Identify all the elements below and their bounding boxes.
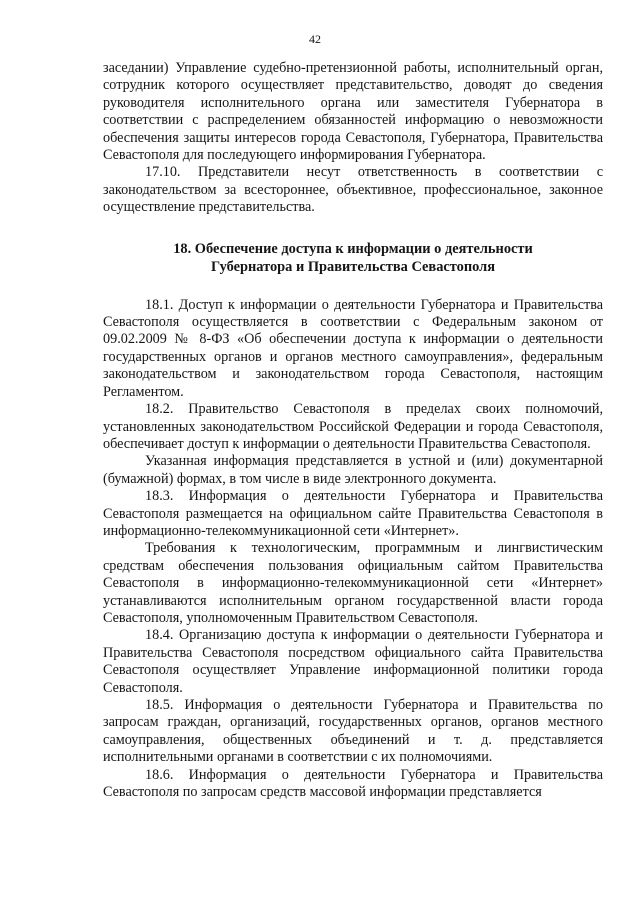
paragraph: заседании) Управление судебно-претензионной работы, исполнительный орган, сотрудник которого осуществляет представительство, доводят до сведения руководителя исполнительного органа или заместителя Губернатора в соответствии с распределением обязанностей информацию о невозможности обеспечения защиты интересов города Севастополя, Губернатора, Правительства Севастополя для последующего информирования Губернатора. [103, 60, 603, 164]
section-heading [103, 240, 603, 276]
paragraph: 18.5. Информация о деятельности Губернатора и Правительства по запросам граждан, организаций, государственных органов, органов местного самоуправления, общественных объединений и т. д. представляется исполнительными органами в соответствии с их полномочиями. [103, 697, 603, 766]
paragraph: 18.4. Организацию доступа к информации о деятельности Губернатора и Правительства Севастополя посредством официального сайта Правительства Севастополя осуществляет Управление информационной политики города Севастополя. [103, 627, 603, 696]
page-number: 42 [309, 32, 321, 46]
paragraph: 18.1. Доступ к информации о деятельности Губернатора и Правительства Севастополя осуществляется в соответствии с Федеральным законом от 09.02.2009 № 8-ФЗ «Об обеспечении доступа к информации о деятельности государственных органов и органов местного самоуправления», федеральным законодательством и законодательством города Севастополя, настоящим Регламентом. [103, 296, 603, 400]
paragraph: 17.10. Представители несут ответственность в соответствии с законодательством за всестороннее, объективное, профессиональное, законное осуществление представительства. [103, 164, 603, 216]
paragraph: 18.3. Информация о деятельности Губернатора и Правительства Севастополя размещается на официальном сайте Правительства Севастополя в информационно-телекоммуникационной сети «Интернет». [103, 488, 603, 539]
paragraph: 18.2. Правительство Севастополя в пределах своих полномочий, установленных законодательством Российской Федерации и города Севастополя, обеспечивает доступ к информации о деятельности Правительства Севастополя. [103, 401, 603, 452]
section-heading-line: Губернатора и Правительства Севастополя [210, 258, 496, 275]
section-heading-line: 18. Обеспечение доступа к информации о деятельности [173, 240, 533, 257]
paragraph: Указанная информация представляется в устной и (или) документарной (бумажной) формах, в том числе в виде электронного документа. [103, 453, 603, 487]
paragraph: 18.6. Информация о деятельности Губернатора и Правительства Севастополя по запросам средств массовой информации представляется [103, 766, 603, 801]
document-body [103, 60, 603, 801]
paragraph: Требования к технологическим, программным и лингвистическим средствам обеспечения пользования официальным сайтом Правительства Севастополя в информационно-телекоммуникационной сети «Интернет» устанавливаются исполнительным органом государственной власти города Севастополя, уполномоченным Правительством Севастополя. [103, 540, 603, 626]
